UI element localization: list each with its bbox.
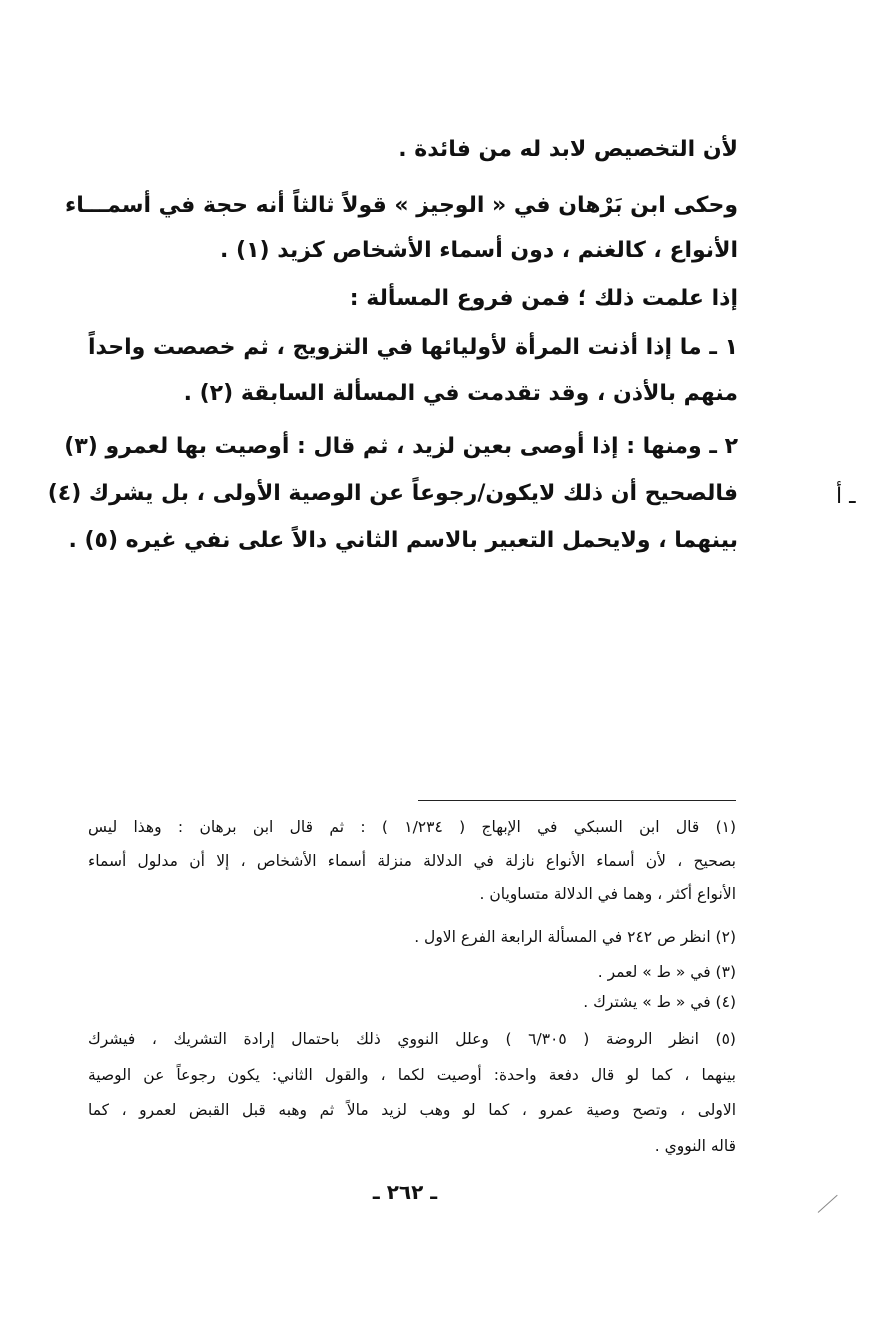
page-number: ـ ٢٦٢ ـ (372, 1180, 438, 1204)
margin-page-marker: ـ أ (836, 484, 856, 509)
body-line-7: ٢ ـ ومنها : إذا أوصى بعين لزيد ، ثم قال : أوصيت بها لعمرو (٣) (64, 434, 738, 459)
body-line-5: ١ ـ ما إذا أذنت المرأة لأوليائها في التزويج ، ثم خصصت واحداً (88, 335, 738, 360)
footnote-line-8: بينهما ، كما لو قال دفعة واحدة: أوصيت لكما ، والقول الثاني: يكون رجوعاً عن الوصية (88, 1066, 736, 1084)
footnote-line-7: (٥) انظر الروضة ( ٦/٣٠٥ ) وعلل النووي ذلك باحتمال إرادة التشريك ، فيشرك (88, 1030, 736, 1048)
footnote-line-3: الأنواع أكثر ، وهما في الدلالة متساويان . (479, 885, 736, 903)
body-line-4: إذا علمت ذلك ؛ فمن فروع المسألة : (349, 286, 738, 311)
footnote-line-2: بصحيح ، لأن أسماء الأنواع نازلة في الدلالة منزلة أسماء الأشخاص ، إلا أن مدلول أسماء (88, 852, 736, 870)
footnote-line-9: الاولى ، وتصح وصية عمرو ، كما لو وهب لزيد مالاً ثم وهبه قبل القبض لعمرو ، كما (88, 1101, 736, 1119)
body-line-8: فالصحيح أن ذلك لايكون/رجوعاً عن الوصية الأولى ، بل يشرك (٤) (47, 481, 738, 506)
body-line-6: منهم بالأذن ، وقد تقدمت في المسألة السابقة (٢) . (183, 381, 738, 406)
body-line-2: وحكى ابن بَرْهان في « الوجيز » قولاً ثالثاً أنه حجة في أسمـــاء (65, 193, 738, 218)
footnote-line-10: قاله النووي . (654, 1137, 736, 1155)
scan-artifact-stroke (818, 1195, 838, 1213)
footnote-line-5: (٣) في « ط » لعمر . (597, 963, 736, 981)
footnote-line-1: (١) قال ابن السبكي في الإبهاج ( ١/٢٣٤ ) : ثم قال ابن برهان : وهذا ليس (88, 818, 737, 836)
footnote-line-6: (٤) في « ط » يشترك . (583, 993, 736, 1011)
body-line-3: الأنواع ، كالغنم ، دون أسماء الأشخاص كزيد (١) . (220, 238, 738, 263)
footnote-divider (418, 800, 736, 801)
body-line-9: بينهما ، ولايحمل التعبير بالاسم الثاني دالاً على نفي غيره (٥) . (68, 528, 738, 553)
body-line-1: لأن التخصيص لابد له من فائدة . (398, 137, 738, 162)
footnote-line-4: (٢) انظر ص ٢٤٢ في المسألة الرابعة الفرع الاول . (414, 928, 736, 946)
